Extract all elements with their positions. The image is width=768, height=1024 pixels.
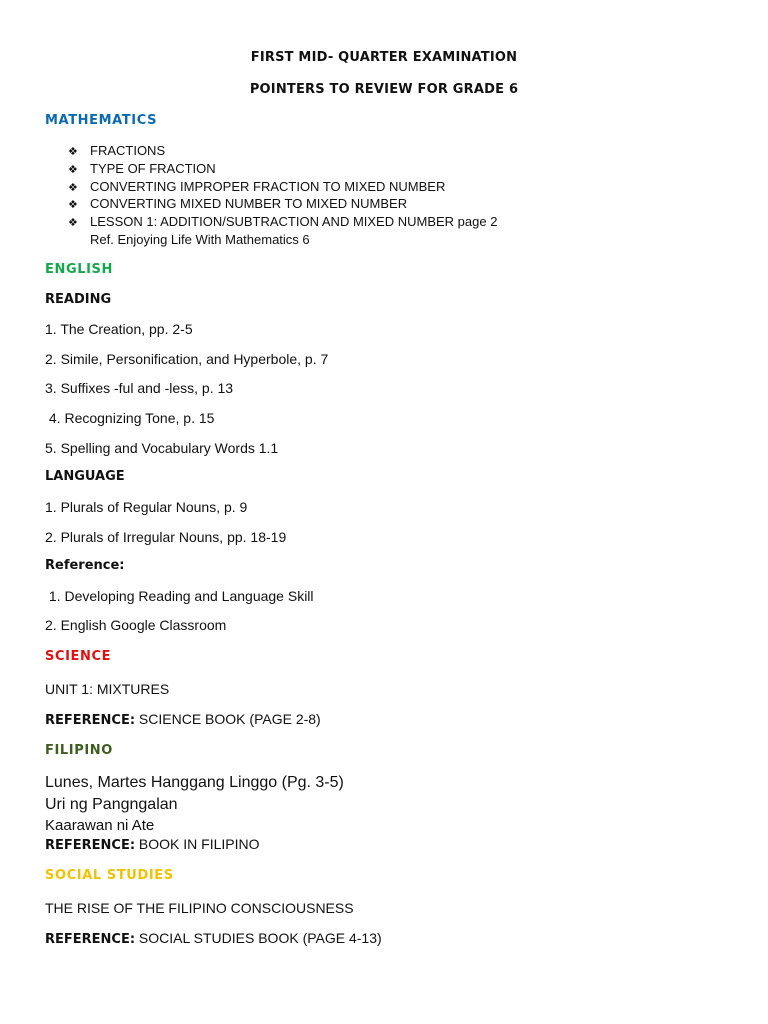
reference-label: REFERENCE: xyxy=(45,838,136,853)
list-item: ❖ CONVERTING IMPROPER FRACTION TO MIXED NUMBER xyxy=(68,179,446,194)
language-item: 1. Plurals of Regular Nouns, p. 9 xyxy=(45,499,248,515)
english-reference-heading: Reference: xyxy=(45,558,125,573)
reading-item: 4. Recognizing Tone, p. 15 xyxy=(45,410,215,426)
document-title: FIRST MID- QUARTER EXAMINATION xyxy=(250,50,518,65)
english-heading: ENGLISH xyxy=(45,262,113,277)
reference-label: REFERENCE: xyxy=(45,932,136,947)
diamond-bullet-icon: ❖ xyxy=(68,182,78,194)
language-heading: LANGUAGE xyxy=(45,469,125,484)
social-studies-reference xyxy=(45,930,382,947)
reading-heading: READING xyxy=(45,292,112,307)
reading-item: 2. Simile, Personification, and Hyperbole, p. 7 xyxy=(45,351,329,367)
social-studies-heading: SOCIAL STUDIES xyxy=(45,868,174,883)
english-reference-item: 1. Developing Reading and Language Skill xyxy=(45,588,314,604)
english-reference-item: 2. English Google Classroom xyxy=(45,617,227,633)
diamond-bullet-icon: ❖ xyxy=(68,146,78,158)
filipino-line: Uri ng Pangngalan xyxy=(45,796,178,813)
filipino-line: Lunes, Martes Hanggang Linggo (Pg. 3-5) xyxy=(45,774,344,791)
filipino-line: Kaarawan ni Ate xyxy=(45,817,155,834)
science-reference xyxy=(45,711,321,728)
science-heading: SCIENCE xyxy=(45,649,112,664)
science-unit: UNIT 1: MIXTURES xyxy=(45,681,170,697)
social-studies-topic: THE RISE OF THE FILIPINO CONSCIOUSNESS xyxy=(45,900,354,916)
diamond-bullet-icon: ❖ xyxy=(68,217,78,229)
reading-item: 1. The Creation, pp. 2-5 xyxy=(45,321,193,337)
document-subtitle: POINTERS TO REVIEW FOR GRADE 6 xyxy=(249,82,519,97)
list-item: ❖ LESSON 1: ADDITION/SUBTRACTION AND MIXED NUMBER page 2 xyxy=(68,214,498,229)
diamond-bullet-icon: ❖ xyxy=(68,164,78,176)
reading-item: 5. Spelling and Vocabulary Words 1.1 xyxy=(45,440,279,456)
mathematics-reference: Ref. Enjoying Life With Mathematics 6 xyxy=(90,232,310,247)
diamond-bullet-icon: ❖ xyxy=(68,199,78,211)
filipino-heading: FILIPINO xyxy=(45,743,113,758)
filipino-reference xyxy=(45,836,260,853)
reference-value: SOCIAL STUDIES BOOK (PAGE 4-13) xyxy=(135,930,382,946)
language-item: 2. Plurals of Irregular Nouns, pp. 18-19 xyxy=(45,529,287,545)
reference-label: REFERENCE: xyxy=(45,713,136,728)
mathematics-heading: MATHEMATICS xyxy=(45,113,158,128)
list-item: ❖ FRACTIONS xyxy=(68,143,166,158)
list-item: ❖ CONVERTING MIXED NUMBER TO MIXED NUMBER xyxy=(68,196,408,211)
reference-value: SCIENCE BOOK (PAGE 2-8) xyxy=(135,711,321,727)
reading-item: 3. Suffixes -ful and -less, p. 13 xyxy=(45,380,234,396)
reference-value: BOOK IN FILIPINO xyxy=(135,836,260,852)
list-item: ❖ TYPE OF FRACTION xyxy=(68,161,216,176)
